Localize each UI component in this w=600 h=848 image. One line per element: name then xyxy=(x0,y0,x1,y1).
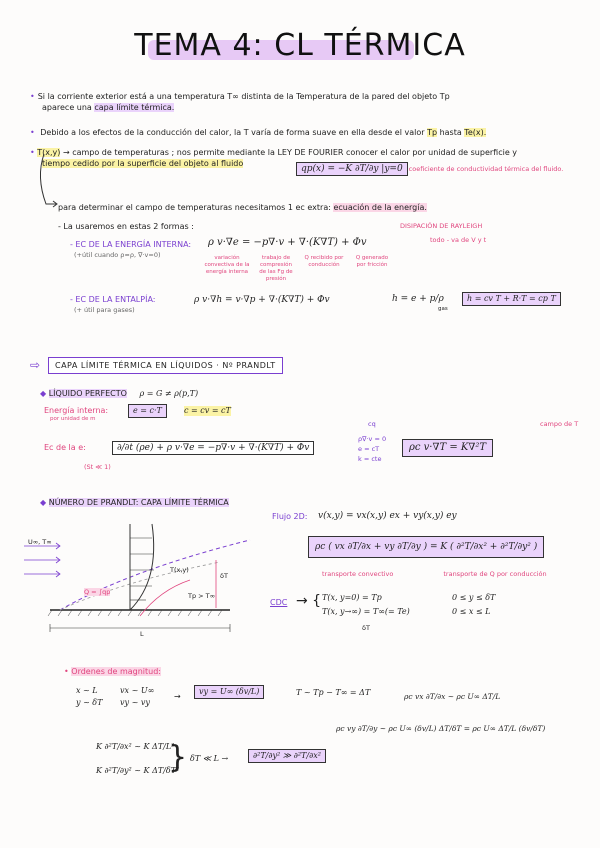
convective-note: transporte convectivo xyxy=(322,570,394,578)
fourier-equation: qp(x) = −K ∂T/∂y |y=0 xyxy=(296,162,408,176)
campo-t-note: campo de T xyxy=(540,420,579,428)
gas-label: gas xyxy=(438,306,448,312)
energy-note-2: e = cT xyxy=(358,445,380,453)
enthalpy-condition: (+ útil para gases) xyxy=(74,306,135,314)
fig-u-label: U∞, T∞ xyxy=(28,538,52,546)
liquid-perfect-eq: ρ = G ≠ ρ(p,T) xyxy=(139,389,199,398)
cdc-label: CDC xyxy=(270,598,288,607)
enthalpy-equation: ρ v·∇h = v·∇p + ∇·(K∇T) + Φv xyxy=(194,295,330,305)
internal-energy-note-1: variación convectiva de la energía interna xyxy=(204,255,250,275)
fig-dt-label: δT xyxy=(220,572,228,580)
cdc-small: δT xyxy=(362,624,370,632)
intro-line-2-text: aparece una xyxy=(42,103,95,112)
section-2-title-text: NÚMERO DE PRANDLT: CAPA LÍMITE TÉRMICA xyxy=(48,498,229,507)
order-k2: K ∂²T/∂y² ~ K ΔT/δT² xyxy=(96,766,180,775)
orders-title: • Ordenes de magnitud: xyxy=(64,667,162,676)
energy-equation-box: ∂/∂t (ρe) + ρ v·∇e = −p∇·v + ∇·(K∇T) + Φv xyxy=(112,441,314,455)
cdc-2-range: 0 ≤ x ≤ L xyxy=(452,607,491,616)
cdc-arrow-icon: → { xyxy=(296,593,322,609)
brace-icon: } xyxy=(168,740,188,775)
order-a2: y ~ δT xyxy=(76,698,103,707)
internal-energy-note-2: trabajo de compresión de las Fg de presión xyxy=(259,255,293,282)
internal-energy-condition: (+útil cuando ρ≈ρ, ∇·v=0) xyxy=(74,251,161,259)
order-arrow-icon: → xyxy=(174,692,181,701)
section-2-title: ◆ NÚMERO DE PRANDLT: CAPA LÍMITE TÉRMICA xyxy=(40,498,229,507)
liquid-perfect: ◆ LÍQUIDO PERFECTO ρ = G ≠ ρ(p,T) xyxy=(40,389,199,398)
te-term: Te(x). xyxy=(464,128,487,137)
delta-t: T ~ Tp − T∞ = ΔT xyxy=(296,688,371,697)
order-result-box: ∂²T/∂y² ≫ ∂²T/∂x² xyxy=(248,749,326,763)
order-b2: vy ~ vy xyxy=(120,698,150,707)
field-label: T(x,y) xyxy=(37,148,61,157)
main-energy-equation: ρc ( vx ∂T/∂x + vy ∂T/∂y ) = K ( ∂²T/∂x² + ∂²T/∂y² ) xyxy=(308,536,544,558)
rayleigh-note: todo - va de V y t xyxy=(430,236,487,244)
order-a1: x ~ L xyxy=(76,686,98,695)
liquid-perfect-label: LÍQUIDO PERFECTO xyxy=(48,389,127,398)
energy-result-box: ρc v·∇T = K∇²T xyxy=(402,439,493,457)
section-arrow-icon: ⇨ xyxy=(30,358,41,372)
boundary-layer-figure xyxy=(20,520,270,640)
order-k1: K ∂²T/∂x² ~ K ΔT/L² xyxy=(96,742,175,751)
fig-l-label: L xyxy=(140,630,144,638)
energy-note-1: ρ∇·v = 0 xyxy=(358,435,387,443)
conductive-note: transporte de Q por conducción xyxy=(443,570,547,578)
fig-tp-label: Tp > T∞ xyxy=(188,592,216,600)
flujo-equation: v(x,y) = vx(x,y) ex + vy(x,y) ey xyxy=(318,511,457,521)
energy-need-highlight: ecuación de la energía. xyxy=(333,203,427,212)
energy-need xyxy=(58,203,427,213)
order-b1: vx ~ U∞ xyxy=(120,686,155,695)
conductivity-note: coeficiente de conductividad térmica del fluido. xyxy=(408,165,564,173)
energy-note-3: k = cte xyxy=(358,455,382,463)
intro-line-1: • Si la corriente exterior está a una temperatura T∞ distinta de la Temperatura de la pared del objeto Tp xyxy=(30,92,450,102)
cdc-1: T(x, y=0) = Tp xyxy=(322,593,382,602)
field-desc-1: → campo de temperaturas ; nos permite mediante la LEY DE FOURIER conocer el calor por unidad de superficie y xyxy=(62,148,518,157)
fig-q-label: Q = ∫qp xyxy=(84,588,111,596)
boundary-layer-term: capa límite térmica. xyxy=(94,103,175,112)
field-desc-2: tiempo cedido por la superficie del objeto al fluido xyxy=(42,159,244,168)
cdc-2: T(x, y→∞) = T∞(= Te) xyxy=(322,607,410,616)
energy-internal-label: Energía interna: xyxy=(44,406,109,415)
order-r2: ρc vy ∂T/∂y ~ ρc U∞ (δv/L) ΔT/δT = ρc U∞ ΔT/L (δv/δT) xyxy=(336,724,546,733)
order-r1: ρc vx ∂T/∂x ~ ρc U∞ ΔT/L xyxy=(404,692,501,701)
internal-energy-note-4: Q generado por fricción xyxy=(355,255,389,268)
internal-energy-note-3: Q recibido por conducción xyxy=(304,255,344,268)
field-line-2 xyxy=(42,159,243,169)
page-title: TEMA 4: CL TÉRMICA xyxy=(134,28,466,63)
energy-c-relation: c = cv = cT xyxy=(184,406,231,415)
energy-equation-label: Ec de la e: xyxy=(44,443,86,452)
internal-energy-equation: ρ v·∇e = −p∇·v + ∇·(K∇T) + Φv xyxy=(208,237,367,248)
tp-term: Tp xyxy=(427,128,438,137)
intro-line-2 xyxy=(42,103,174,113)
enthalpy-label: - EC DE LA ENTALPÍA: xyxy=(70,295,156,304)
intro-line-3-join: hasta xyxy=(437,128,465,137)
enthalpy-definition: h = e + p/ρ xyxy=(392,294,444,304)
section-1-title: CAPA LÍMITE TÉRMICA EN LÍQUIDOS · Nº PRANDLT xyxy=(48,357,283,374)
order-cond: δT ≪ L → xyxy=(190,754,229,763)
intro-line-3 xyxy=(30,128,486,138)
energy-note-0: cq xyxy=(368,420,376,428)
energy-forms: - La usaremos en estas 2 formas : xyxy=(58,222,194,231)
field-line-1: • T(x,y) → campo de temperaturas ; nos permite mediante la LEY DE FOURIER conocer el calor por unidad de superficie y xyxy=(30,148,518,157)
energy-internal-box: e = c·T xyxy=(128,404,167,418)
orders-title-text: Ordenes de magnitud: xyxy=(71,667,162,676)
cdc-1-range: 0 ≤ y ≤ δT xyxy=(452,593,496,602)
energy-internal-sub: por unidad de m xyxy=(50,416,96,422)
fig-t-label: T(x,y) xyxy=(170,566,189,574)
flujo-label: Flujo 2D: xyxy=(272,512,308,521)
intro-line-3-text: Debido a los efectos de la conducción del calor, la T varía de forma suave en ella desde el valor xyxy=(40,128,428,137)
vy-box: vy = U∞ (δv/L) xyxy=(194,685,264,699)
internal-energy-label: - EC DE LA ENERGÍA INTERNA: xyxy=(70,240,192,249)
energy-need-text: para determinar el campo de temperaturas necesitamos 1 ec extra: xyxy=(58,203,334,212)
energy-equation-sub: (St ≪ 1) xyxy=(84,463,111,471)
rayleigh-label: DISIPACIÓN DE RAYLEIGH xyxy=(400,222,483,230)
enthalpy-gas-box: h = cv T + R·T = cp T xyxy=(462,292,561,306)
